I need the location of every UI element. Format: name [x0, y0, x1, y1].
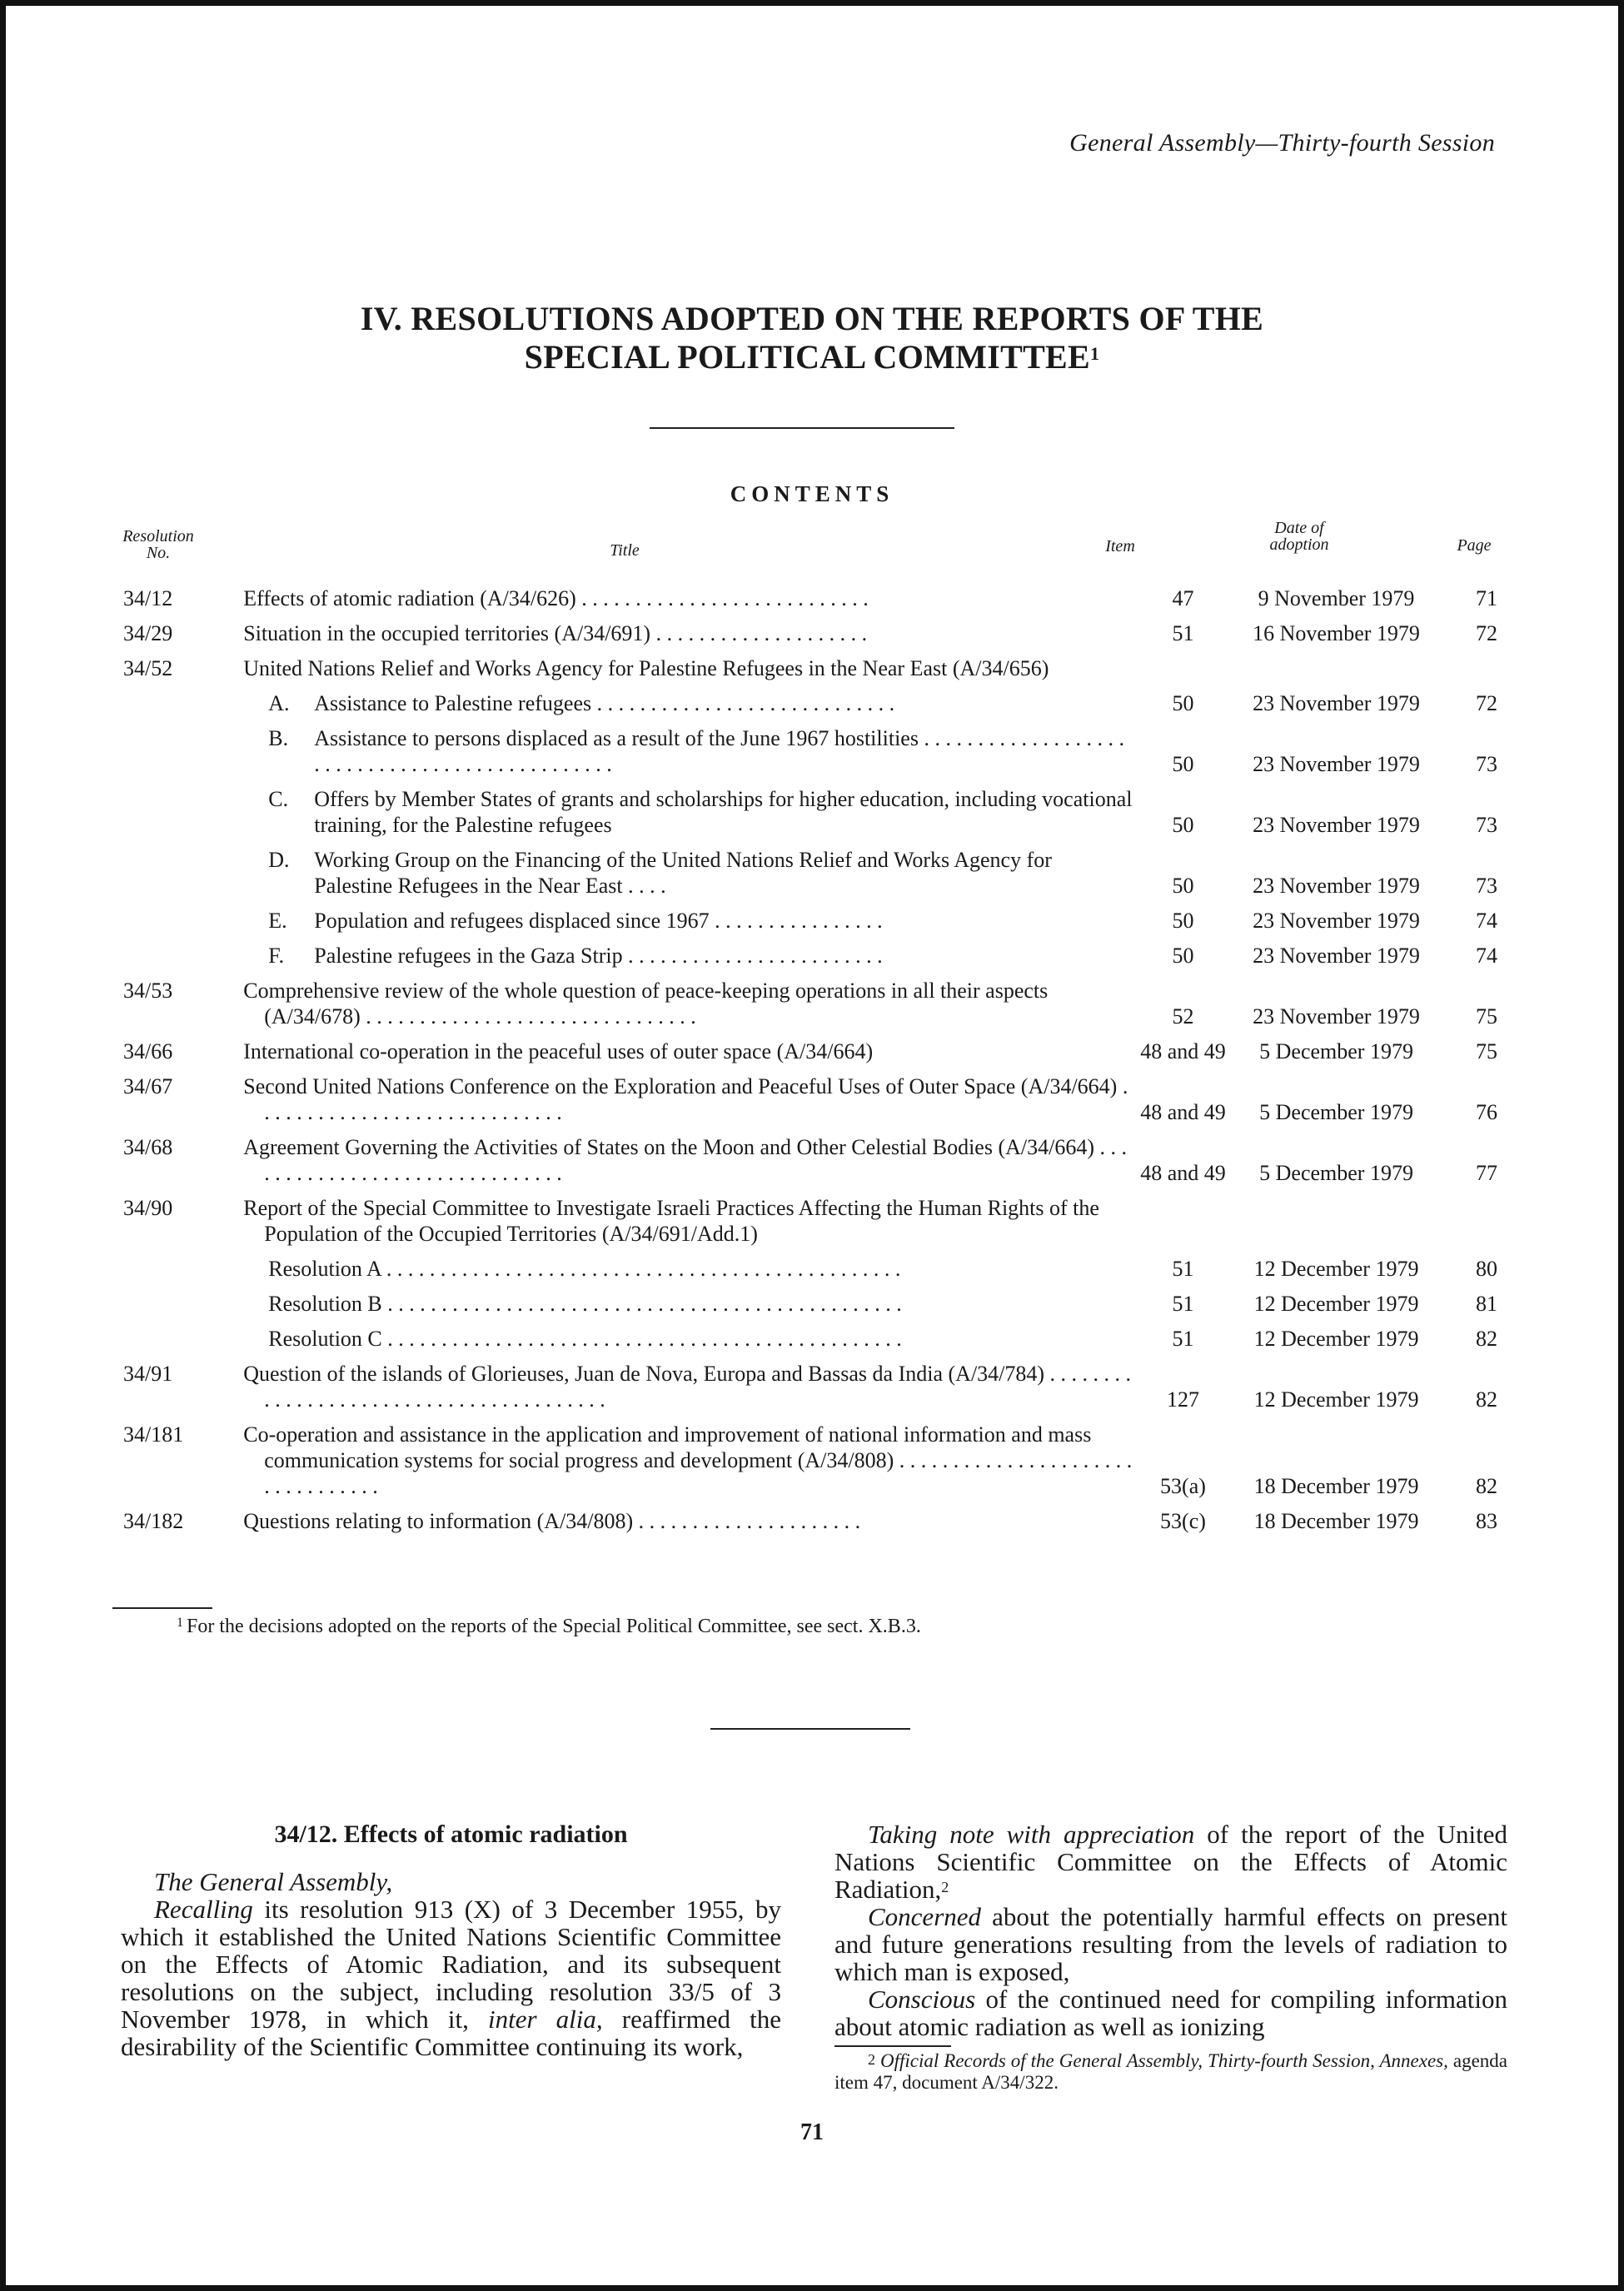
contents-row [108, 681, 1507, 716]
page-ref [1441, 646, 1507, 681]
sub-entry-letter: A. [268, 691, 290, 715]
page-ref: 81 [1476, 1292, 1497, 1316]
page-ref [1441, 1186, 1507, 1247]
page-ref: 83 [1476, 1509, 1497, 1533]
adoption-date: 9 November 1979 [1258, 586, 1415, 610]
running-head: General Assembly—Thirty-fourth Session [1069, 129, 1495, 157]
adoption-date: 23 November 1979 [1253, 752, 1420, 776]
contents-row [108, 1412, 1507, 1499]
sub-entry-title [237, 934, 1134, 969]
contents-label: CONTENTS [730, 481, 894, 506]
entry-title: Situation in the occupied territories (A/34/691) . . . . . . . . . . . . . . . . . . . . [243, 621, 868, 645]
resolution-number: 34/91 [123, 1362, 173, 1386]
adoption-date: 12 December 1979 [1253, 1257, 1419, 1281]
adoption-date: 23 November 1979 [1253, 1004, 1420, 1028]
agenda-item: 48 and 49 [1140, 1161, 1226, 1185]
page-ref: 77 [1476, 1161, 1497, 1185]
right-column [834, 1820, 1507, 2094]
section-rule [710, 1728, 910, 1730]
section-title-line-2: SPECIAL POLITICAL COMMITTEE [524, 338, 1091, 376]
page-ref: 73 [1476, 874, 1497, 898]
sub-entry-title [237, 716, 1134, 777]
entry-title: Agreement Governing the Activities of States on the Moon and Other Celestial Bodies (A/34/664) . . . . . . . . . . . . . . . . . . . . . . . . . . . . . . . [243, 1135, 1127, 1185]
contents-row [108, 838, 1507, 899]
contents-row [108, 1499, 1507, 1534]
page-ref: 73 [1476, 813, 1497, 837]
entry-title: Effects of atomic radiation (A/34/626) . . . . . . . . . . . . . . . . . . . . . . . . . . . [243, 586, 869, 610]
sub-entry-text: Offers by Member States of grants and scholarships for higher education, including vocational training, for the Palestine refugees [314, 787, 1133, 837]
resolution-number: 34/181 [123, 1422, 184, 1447]
resolution-number: 34/52 [123, 656, 173, 680]
adoption-date: 5 December 1979 [1259, 1161, 1413, 1185]
footnote-2-rule [834, 2045, 951, 2047]
page-ref: 71 [1476, 586, 1497, 610]
resolution-number: 34/182 [123, 1509, 184, 1533]
page-ref: 74 [1476, 944, 1497, 968]
paragraph-taking-note: Taking note with appreciation of the report of the United Nations Scientific Committee on the Effects of Atomic Radiation,$^2$ [834, 1820, 1507, 1904]
left-column [121, 1820, 781, 2060]
page-ref: 72 [1476, 621, 1497, 645]
entry-title: Second United Nations Conference on the Exploration and Peaceful Uses of Outer Space (A/34/664) . . . . . . . . . . . . . . . . . . . . . . . . . . . . . [243, 1074, 1128, 1124]
agenda-item [1134, 1186, 1231, 1247]
contents-row [108, 646, 1507, 681]
adoption-date [1232, 1186, 1442, 1247]
preamble-opening: The General Assembly, [154, 1867, 393, 1896]
footnote-1 [177, 1616, 921, 1638]
entry-title: International co-operation in the peaceful uses of outer space (A/34/664) [243, 1039, 874, 1063]
agenda-item: 127 [1166, 1387, 1199, 1412]
contents-row [108, 576, 1507, 611]
agenda-item: 51 [1172, 621, 1194, 645]
adoption-date: 12 December 1979 [1253, 1292, 1419, 1316]
adoption-date: 18 December 1979 [1253, 1509, 1419, 1533]
contents-row [108, 716, 1507, 777]
resolution-number [108, 1282, 237, 1317]
paragraph-concerned: Concerned about the potentially harmful effects on present and future generations resulting from the levels of radiation to which man is exposed, [834, 1902, 1507, 1986]
adoption-date: 23 November 1979 [1253, 944, 1420, 968]
contents-row [108, 969, 1507, 1029]
header-resolution-no: Resolution No. [122, 527, 194, 562]
adoption-date: 23 November 1979 [1253, 874, 1420, 898]
contents-row [108, 1247, 1507, 1282]
agenda-item: 50 [1172, 874, 1194, 898]
sub-entry-text: Palestine refugees in the Gaza Strip . . . . . . . . . . . . . . . . . . . . . . . . [314, 944, 883, 968]
agenda-item: 47 [1172, 586, 1194, 610]
page-ref: 72 [1476, 691, 1497, 715]
sub-resolution-title: Resolution B . . . . . . . . . . . . . . . . . . . . . . . . . . . . . . . . . . . . . . . . . . . . . . . . [268, 1292, 902, 1316]
page-ref: 82 [1476, 1387, 1497, 1412]
resolution-number [108, 1247, 237, 1282]
sub-entry-text: Working Group on the Financing of the United Nations Relief and Works Agency for Palestine Refugees in the Near East . . . . [314, 848, 1052, 898]
adoption-date [1232, 646, 1442, 681]
resolution-number [108, 1317, 237, 1352]
page-ref: 76 [1476, 1100, 1497, 1124]
adoption-date: 23 November 1979 [1253, 691, 1420, 715]
sub-entry-letter: C. [268, 787, 289, 811]
contents-row [108, 1352, 1507, 1412]
sub-entry-text: Assistance to Palestine refugees . . . . . . . . . . . . . . . . . . . . . . . . . . . . [314, 691, 895, 715]
entry-title: Questions relating to information (A/34/808) . . . . . . . . . . . . . . . . . . . . . [243, 1509, 861, 1533]
section-title-footnote-mark: 1 [1090, 343, 1100, 364]
resolution-number: 34/90 [123, 1196, 173, 1220]
adoption-date: 18 December 1979 [1253, 1474, 1419, 1498]
contents-row [108, 1282, 1507, 1317]
page-ref: 75 [1476, 1039, 1497, 1063]
paragraph-conscious: Conscious of the continued need for compiling information about atomic radiation as well as ionizing [834, 1985, 1507, 2041]
adoption-date: 16 November 1979 [1253, 621, 1420, 645]
sub-entry-title [237, 777, 1134, 838]
resolution-number [108, 681, 237, 716]
sub-entry-title [237, 681, 1134, 716]
sub-entry-letter: B. [268, 726, 289, 750]
resolution-number: 34/66 [123, 1039, 173, 1063]
section-title [0, 300, 1624, 376]
entry-title: United Nations Relief and Works Agency for Palestine Refugees in the Near East (A/34/656) [243, 656, 1049, 680]
resolution-number [108, 899, 237, 934]
agenda-item: 50 [1172, 944, 1194, 968]
entry-title: Report of the Special Committee to Investigate Israeli Practices Affecting the Human Rights of the Population of the Occupied Territories (A/34/691/Add.1) [243, 1196, 1099, 1246]
entry-title: Co-operation and assistance in the application and improvement of national information and mass communication systems for social progress and development (A/34/808) . . . . . . . . . . . . . . . . . . . . . . . . . . . . . . . . . [243, 1422, 1133, 1498]
adoption-date: 12 December 1979 [1253, 1387, 1419, 1412]
agenda-item: 52 [1172, 1004, 1194, 1028]
resolution-heading: 34/12. Effects of atomic radiation [274, 1820, 628, 1848]
sub-entry-text: Population and refugees displaced since 1967 . . . . . . . . . . . . . . . . [314, 909, 883, 933]
agenda-item: 51 [1172, 1327, 1194, 1351]
resolution-number [108, 716, 237, 777]
sub-resolution-title: Resolution C . . . . . . . . . . . . . . . . . . . . . . . . . . . . . . . . . . . . . . . . . . . . . . . . [268, 1327, 902, 1351]
paragraph-recalling: Recalling its resolution 913 (X) of 3 December 1955, by which it established the United Nations Scientific Committee on the Effects of Atomic Radiation, and its subsequent resolutions on the subject, including resolution 33/5 of 3 November 1978, in which it, inter alia, reaffirmed the desirability of the Scientific Committee continuing its work, [121, 1895, 781, 2061]
footnote-2: $^2$ Official Records of the General Assembly, Thirty-fourth Session, Annexes, agenda item 47, document A/34/322. [834, 2050, 1507, 2093]
page-ref: 80 [1476, 1257, 1497, 1281]
footnote-1-text: For the decisions adopted on the reports of the Special Political Committee, see sect. X.B.3. [187, 1616, 921, 1637]
contents-row [108, 1125, 1507, 1186]
agenda-item: 50 [1172, 691, 1194, 715]
resolution-number: 34/68 [123, 1135, 173, 1159]
sub-entry-letter: E. [268, 909, 287, 933]
sub-entry-title [237, 899, 1134, 934]
adoption-date: 5 December 1979 [1259, 1100, 1413, 1124]
agenda-item: 53(a) [1160, 1474, 1206, 1498]
header-date-of-adoption: Date of adoption [1269, 519, 1329, 554]
header-title: Title [610, 541, 640, 560]
agenda-item: 50 [1172, 909, 1194, 933]
page-ref: 73 [1476, 752, 1497, 776]
agenda-item [1134, 646, 1231, 681]
footnote-1-mark: 1 [177, 1616, 183, 1630]
resolution-number [108, 934, 237, 969]
contents-row [108, 1064, 1507, 1125]
contents-row [108, 934, 1507, 969]
contents-row [108, 1186, 1507, 1247]
title-rule [650, 427, 954, 429]
sub-entry-title [237, 838, 1134, 899]
resolution-number: 34/53 [123, 979, 173, 1003]
contents-row [108, 899, 1507, 934]
footnote-rule [112, 1607, 212, 1609]
page-ref: 82 [1476, 1327, 1497, 1351]
page-number: 71 [800, 2119, 824, 2145]
page-ref: 74 [1476, 909, 1497, 933]
sub-resolution-title: Resolution A . . . . . . . . . . . . . . . . . . . . . . . . . . . . . . . . . . . . . . . . . . . . . . . . [268, 1257, 901, 1281]
sub-entry-letter: F. [268, 944, 285, 968]
adoption-date: 23 November 1979 [1253, 909, 1420, 933]
resolution-number: 34/67 [123, 1074, 173, 1098]
resolution-number: 34/29 [123, 621, 173, 645]
adoption-date: 23 November 1979 [1253, 813, 1420, 837]
entry-title: Question of the islands of Glorieuses, Juan de Nova, Europa and Bassas da India (A/34/784) . . . . . . . . . . . . . . . . . . . . . . . . . . . . . . . . . . . . . . . . [243, 1362, 1132, 1412]
agenda-item: 50 [1172, 813, 1194, 837]
page-ref: 75 [1476, 1004, 1497, 1028]
contents-row [108, 1317, 1507, 1352]
resolution-number [108, 777, 237, 838]
contents-row [108, 611, 1507, 646]
contents-row [108, 777, 1507, 838]
page-ref: 82 [1476, 1474, 1497, 1498]
agenda-item: 51 [1172, 1257, 1194, 1281]
sub-entry-letter: D. [268, 848, 290, 872]
agenda-item: 48 and 49 [1140, 1100, 1226, 1124]
header-page: Page [1457, 536, 1492, 555]
agenda-item: 53(c) [1160, 1509, 1206, 1533]
resolution-number: 34/12 [123, 586, 173, 610]
adoption-date: 5 December 1979 [1259, 1039, 1413, 1063]
contents-table [108, 576, 1507, 1534]
header-item: Item [1105, 537, 1135, 555]
resolution-number [108, 838, 237, 899]
adoption-date: 12 December 1979 [1253, 1327, 1419, 1351]
agenda-item: 51 [1172, 1292, 1194, 1316]
entry-title: Comprehensive review of the whole question of peace-keeping operations in all their aspects (A/34/678) . . . . . . . . . . . . . . . . . . . . . . . . . . . . . . . [243, 979, 1049, 1028]
agenda-item: 48 and 49 [1140, 1039, 1226, 1063]
section-title-line-1: IV. RESOLUTIONS ADOPTED ON THE REPORTS OF THE [360, 300, 1264, 337]
contents-row [108, 1029, 1507, 1064]
agenda-item: 50 [1172, 752, 1194, 776]
sub-entry-text: Assistance to persons displaced as a result of the June 1967 hostilities . . . . . . . . . . . . . . . . . . . . . . . . . . . . . . . . . . . . . . . . . . . . . . . [314, 726, 1124, 776]
